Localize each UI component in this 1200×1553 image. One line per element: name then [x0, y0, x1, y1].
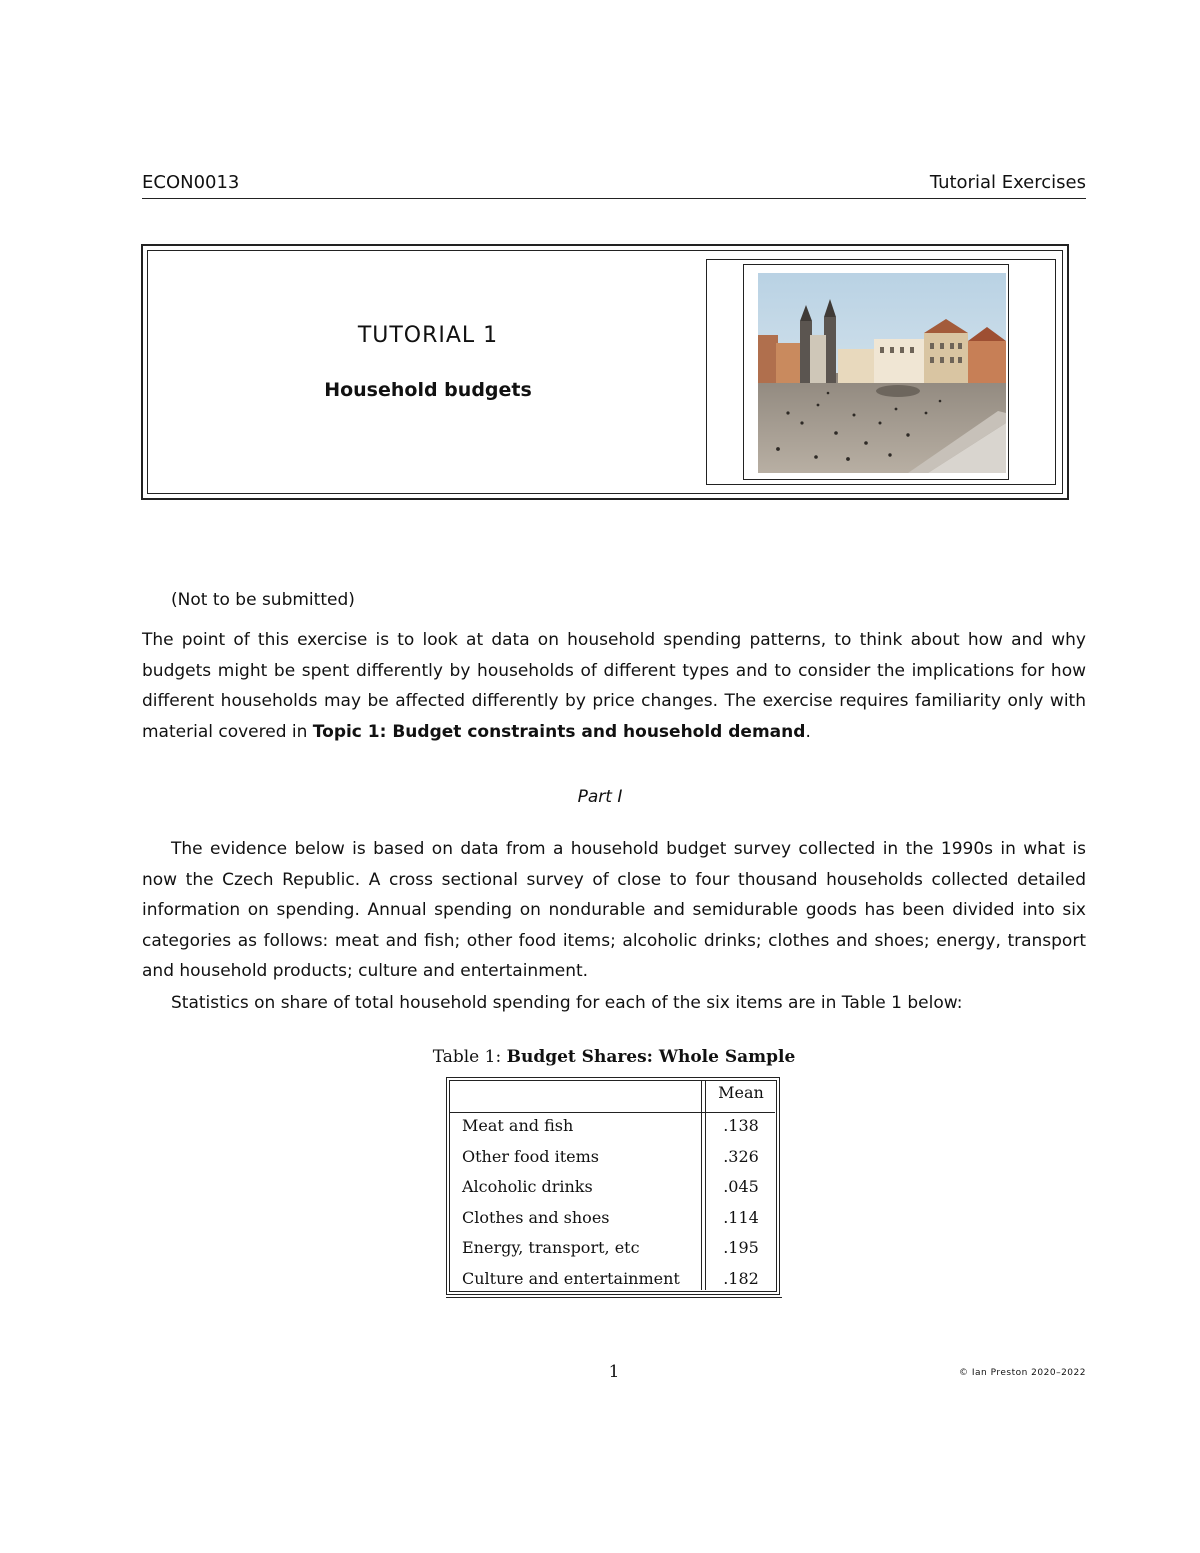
table-caption-prefix: Table 1:	[432, 1047, 507, 1067]
photo-inner-frame	[743, 264, 1009, 480]
table-caption-title: Budget Shares: Whole Sample	[506, 1047, 796, 1067]
table-row	[446, 1265, 778, 1295]
row-label: Clothes and shoes	[462, 1207, 610, 1227]
stats-paragraph: Statistics on share of total household spending for each of the six items are in Table 1 below:	[171, 993, 963, 1013]
tutorial-subtitle: Household budgets	[324, 379, 532, 401]
copyright-notice: © Ian Preston 2020–2022	[958, 1368, 1086, 1378]
row-value: .045	[723, 1177, 759, 1196]
submission-note: (Not to be submitted)	[171, 590, 355, 610]
row-value: .182	[723, 1268, 759, 1288]
table-row	[446, 1112, 778, 1142]
table-caption	[0, 1047, 1200, 1067]
row-value: .326	[723, 1146, 759, 1166]
row-value: .195	[723, 1238, 759, 1257]
row-label: Energy, transport, etc	[462, 1238, 640, 1257]
row-value: .138	[723, 1116, 759, 1135]
intro-paragraph	[142, 625, 1086, 747]
photo-frame	[706, 259, 1056, 485]
part-heading: Part I	[577, 787, 623, 807]
intro-text: The point of this exercise is to look at data on household spending patterns, to think about how and why budgets might be spent differently by households of different types and to consider the implications for how different households may be affected differently by price changes. The exercise requires familiarity only with material covered in	[142, 630, 1086, 742]
row-value: .114	[723, 1207, 759, 1227]
tutorial-title: TUTORIAL 1	[357, 323, 499, 348]
course-code: ECON0013	[142, 172, 240, 193]
part-paragraph: The evidence below is based on data from a household budget survey collected in the 1990s in what is now the Czech Republic. A cross sectional survey of close to four thousand households collected detailed information on spending. Annual spending on nondurable and semidurable goods has been divided into six categories as follows: meat and fish; other food items; alcoholic drinks; clothes and shoes; energy, transport and household products; culture and entertainment.	[142, 839, 1086, 981]
table-column-header: Mean	[718, 1083, 764, 1102]
row-label: Meat and fish	[462, 1116, 574, 1135]
running-header	[142, 170, 1086, 199]
row-label: Culture and entertainment	[462, 1268, 680, 1288]
budget-shares-table	[446, 1077, 782, 1297]
table-row	[446, 1143, 778, 1173]
table-row	[446, 1234, 778, 1264]
intro-topic-reference: Topic 1: Budget constraints and household demand	[312, 721, 806, 742]
title-area	[148, 251, 708, 493]
header-section-title: Tutorial Exercises	[929, 172, 1086, 193]
row-label: Other food items	[462, 1146, 599, 1166]
town-square-illustration	[758, 273, 1006, 473]
title-box	[141, 244, 1069, 500]
table-row	[446, 1173, 778, 1203]
table-bottom-rule	[446, 1297, 782, 1298]
intro-text-end: .	[805, 721, 811, 742]
title-box-inner	[147, 250, 1063, 494]
page-number: 1	[608, 1362, 620, 1382]
town-square-photo	[758, 273, 1006, 473]
row-label: Alcoholic drinks	[462, 1177, 593, 1196]
table-row	[446, 1204, 778, 1234]
